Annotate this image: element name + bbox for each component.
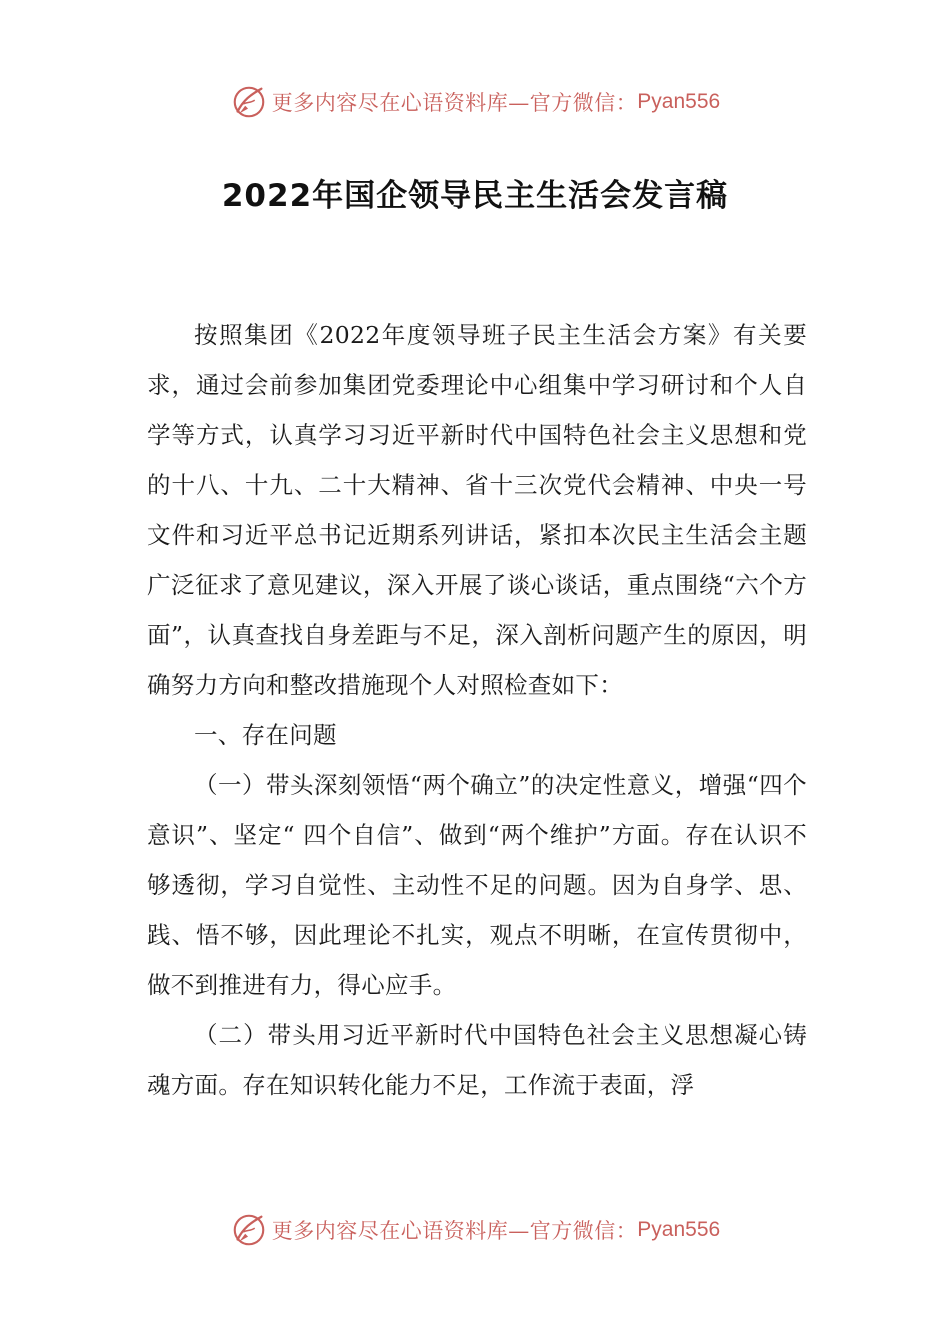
document-title: 2022年国企领导民主生活会发言稿 — [221, 178, 729, 214]
paragraph-intro: 按照集团《2022年度领导班子民主生活会方案》有关要求，通过会前参加集团党委理论中心组集中学习研讨和个人自学等方式，认真学习习近平新时代中国特色社会主义思想和党的十八、十九、二十大精神、省十三次党代会精神、中央一号文件和习近平总书记近期系列讲话，紧扣本次民主生活会主题广泛征求了意见建议，深入开展了谈心谈话，重点围绕“六个方面”，认真查找自身差距与不足，深入剖析问题产生的原因，明确努力方向和整改措施现个人对照检查如下： — [147, 321, 807, 699]
watermark-wechat-id: Pyan556 — [637, 1218, 721, 1241]
watermark-wechat-id: Pyan556 — [637, 90, 721, 113]
watermark-text: 更多内容尽在心语资料库—官方微信： — [271, 91, 638, 115]
footer-watermark — [0, 1208, 950, 1252]
pen-logo-icon — [230, 1211, 268, 1249]
paragraph-item-1: （一）带头深刻领悟“两个确立”的决定性意义，增强“四个意识”、坚定“ 四个自信”、做到“两个维护”方面。存在认识不够透彻，学习自觉性、主动性不足的问题。因为自身学、思、践、悟不够，因此理论不扎实，观点不明晰，在宣传贯彻中，做不到推进有力，得心应手。 — [147, 771, 807, 999]
section-heading-problems: 一、存在问题 — [194, 721, 337, 749]
document-body — [147, 310, 807, 1110]
pen-logo-icon — [230, 83, 268, 121]
watermark-text: 更多内容尽在心语资料库—官方微信： — [271, 1219, 638, 1243]
paragraph-item-2: （二）带头用习近平新时代中国特色社会主义思想凝心铸魂方面。存在知识转化能力不足，工作流于表面，浮 — [147, 1021, 807, 1099]
header-watermark — [0, 80, 950, 124]
